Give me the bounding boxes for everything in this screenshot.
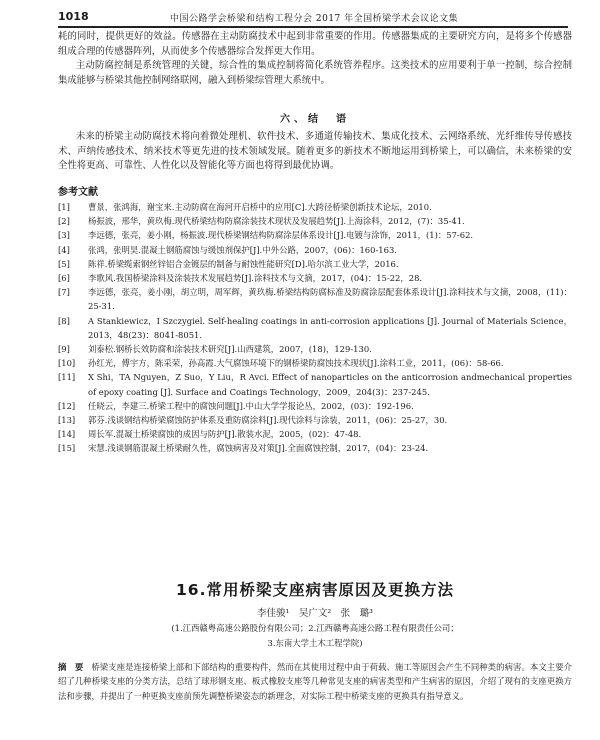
- reference-text: 陈祥.桥梁缆索钢丝锌铝合金镀层的制备与耐蚀性能研究[D].哈尔滨工业大学，2016.: [88, 258, 399, 269]
- reference-item: [58, 399, 572, 413]
- reference-text: 李歌风.我国桥梁涂料及涂装技术发展趋势[J].涂料技术与文摘，2017，(04)：15-22，28.: [88, 273, 423, 284]
- reference-text: 李远德，张亮，姜小刚，胡立明，周军辉，黄玖梅.桥梁结构防腐标准及防腐涂层配套体系设计[J].涂料技术与文摘，2008，(11)：25-31.: [88, 287, 572, 312]
- reference-number: [10]: [58, 358, 76, 369]
- reference-number: [5]: [58, 258, 70, 269]
- reference-number: [11]: [58, 372, 76, 383]
- abstract: [58, 660, 572, 703]
- references-list: [58, 200, 572, 456]
- references-heading: 参考文献: [58, 187, 98, 198]
- reference-text: X Shi，TA Nguyen，Z Suo，Y Liu，R Avci. Effect of nanoparticles on the anticorrosion andmechanical properties of epoxy coating [J]. Surface and Coatings Technology，2009，204(3)：237-245.: [88, 372, 572, 397]
- reference-text: 杨振波，邢华，黄玖梅.现代桥梁结构防腐涂装技术现状及发展趋势[J].上海涂料，2012，(7)：35-41.: [88, 216, 465, 227]
- reference-item: [58, 257, 572, 271]
- intro-paragraph-2: 主动防腐控制是系统管理的关键，综合性的集成控制将简化系统管养程序。这类技术的应用要利于单一控制，综合控制集成能够与桥梁其他控制网络联网，融入到桥梁综管理大系统中。: [58, 60, 572, 86]
- reference-number: [1]: [58, 202, 70, 212]
- reference-text: 曹景，张鸿海，谢宝来.主动防腐在海河开启桥中的应用[C].大跨径桥梁创新技术论坛，2010.: [88, 202, 432, 212]
- reference-number: [7]: [58, 287, 70, 298]
- reference-item: [58, 228, 572, 242]
- reference-item: [58, 441, 572, 455]
- running-title: 中国公路学会桥梁和结构工程分会 2017 年全国桥梁学术会议论文集: [170, 14, 459, 24]
- reference-number: [12]: [58, 400, 76, 411]
- reference-text: 刘泰松.钢桥长效防腐和涂装技术研究[J].山西建筑，2007，(18)，129-130.: [88, 344, 372, 355]
- conclusion-section: [58, 130, 572, 174]
- reference-item: [58, 427, 572, 441]
- reference-number: [13]: [58, 415, 76, 426]
- running-header: [58, 10, 568, 28]
- abstract-label: 摘 要: [58, 662, 84, 672]
- reference-text: 郭芬.浅谈钢结构桥梁腐蚀防护体系及重防腐涂料[J].现代涂料与涂装，2011，(06)：25-27，30.: [88, 415, 448, 426]
- reference-text: 周长军.混凝土桥梁腐蚀的成因与防护[J].散装水泥，2005，(02)：47-48.: [88, 429, 362, 440]
- reference-number: [9]: [58, 344, 70, 355]
- reference-item: [58, 314, 572, 342]
- reference-item: [58, 200, 572, 214]
- reference-text: 张鸿，张明昊.混凝土钢筋腐蚀与缓蚀剂保护[J].中外公路，2007，(06)：160-163.: [88, 244, 397, 255]
- article-authors: 李佳骏¹ 吴广文² 张 璐³: [257, 608, 373, 619]
- reference-item: [58, 413, 572, 427]
- page-number: 1018: [58, 10, 89, 23]
- intro-paragraph-1: 耗的同时，提供更好的效益。传感器在主动防腐技术中起到非常重要的作用。传感器集成的主要研究方向，是将多个传感器组成合理的传感器阵列，从而使多个传感器综合发挥更大作用。: [58, 31, 572, 57]
- reference-number: [4]: [58, 244, 70, 255]
- affiliation-line-2: 3.东南大学土木工程学院): [267, 638, 363, 648]
- reference-text: 李远德，张亮，姜小刚，杨振波.现代桥梁钢结构防腐涂层体系设计[J].电镀与涂饰，2011，(1)：57-62.: [88, 230, 474, 241]
- conclusion-paragraph: 未来的桥梁主动防腐技术将向着微处理机、软件技术、多通道传输技术、集成化技术、云网络系统、光纤维传导传感技术、声纳传感技术、纳米技术等更先进的技术领域发展。随着更多的新技术不断地运用到桥梁上，可以确信，未来桥梁的安全性将更高、可靠性、人性化以及智能化等方面也将得到最优协调。: [58, 131, 572, 172]
- reference-text: 孙红光，傅宇方，陈采荣，孙高霞.大气腐蚀环境下的钢桥梁防腐蚀技术现状[J].涂料工业，2011，(06)：58-66.: [88, 358, 504, 369]
- reference-item: [58, 214, 572, 228]
- reference-item: [58, 342, 572, 356]
- reference-item: [58, 370, 572, 398]
- reference-number: [3]: [58, 230, 70, 241]
- reference-number: [14]: [58, 429, 76, 440]
- conclusion-heading: 六、结 语: [280, 114, 350, 125]
- article-title: 16.常用桥梁支座病害原因及更换方法: [176, 581, 454, 599]
- abstract-text: 桥梁支座是连接桥梁上部和下部结构的重要构件，然而在其使用过程中由于荷载、施工等原因会产生不同种类的病害。本文主要介绍了几种桥梁支座的分类方法，总结了球形钢支座、板式橡胶支座等几种常见支座的病害类型和产生病害的原因，介绍了现有的支座更换方法和步骤，并提出了一种更换支座前预先调整桥梁姿态的新理念，对实际工程中桥梁支座的更换具有指导意义。: [58, 662, 573, 701]
- reference-number: [8]: [58, 315, 70, 326]
- reference-number: [6]: [58, 273, 70, 284]
- reference-number: [2]: [58, 216, 70, 227]
- reference-number: [15]: [58, 443, 76, 454]
- reference-text: 任晓云，李建三.桥梁工程中的腐蚀问题[J].中山大学学报论丛，2002，(03)：192-196.: [88, 400, 414, 411]
- reference-item: [58, 243, 572, 257]
- affiliation-line-1: (1.江西赣粤高速公路股份有限公司；2.江西赣粤高速公路工程有限责任公司；: [171, 623, 459, 633]
- reference-item: [58, 271, 572, 285]
- reference-item: [58, 356, 572, 370]
- reference-text: A Stankiewicz，I Szczygiel. Self-healing coatings in anti-corrosion applications [J]. Journal of Materials Science，2013，48(23)：8041-8051.: [88, 315, 572, 340]
- reference-item: [58, 285, 572, 313]
- intro-section: [58, 30, 572, 88]
- reference-text: 宋慧.浅谈钢筋混凝土桥梁耐久性，腐蚀病害及对策[J].全面腐蚀控制，2017，(04)：23-24.: [88, 443, 429, 454]
